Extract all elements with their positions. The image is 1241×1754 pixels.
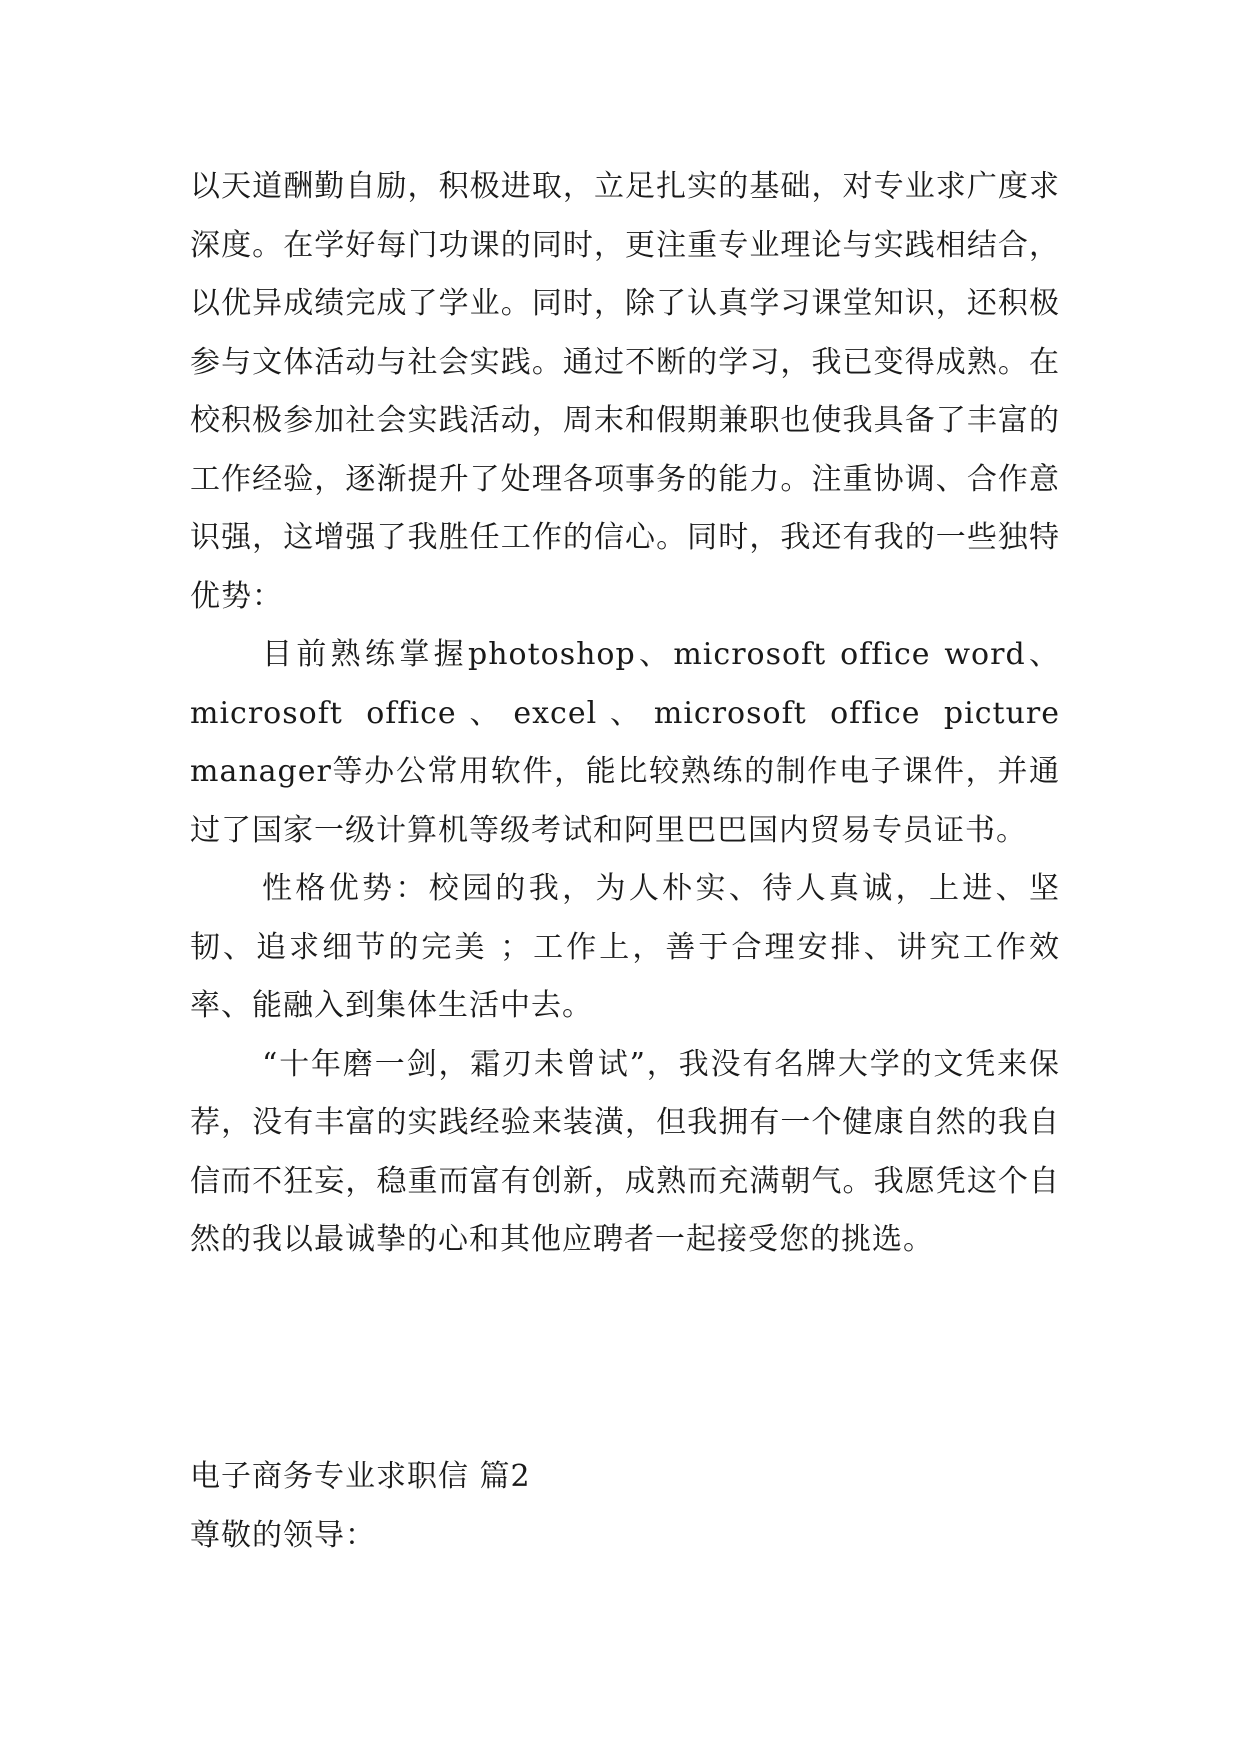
paragraph-personality: 性格优势：校园的我，为人朴实、待人真诚，上进、坚韧、追求细节的完美 ；工作上，善于合理安排、讲究工作效率、能融入到集体生活中去。 [190,871,1060,1023]
section-title: 电子商务专业求职信 篇2 [190,1459,531,1494]
letter-body [190,158,1060,1270]
paragraph-software-skills: 目前熟练掌握photoshop、microsoft office word、microsoft office、excel、microsoft office picture manager等办公常用软件，能比较熟练的制作电子课件，并通过了国家一级计算机等级考试和阿里巴巴国内贸易专员证书。 [190,637,1060,848]
paragraph-intro: 以天道酬勤自励，积极进取，立足扎实的基础，对专业求广度求深度。在学好每门功课的同时，更注重专业理论与实践相结合，以优异成绩完成了学业。同时，除了认真学习课堂知识，还积极参与文体活动与社会实践。通过不断的学习，我已变得成熟。在校积极参加社会实践活动，周末和假期兼职也使我具备了丰富的工作经验，逐渐提升了处理各项事务的能力。注重协调、合作意识强，这增强了我胜任工作的信心。同时，我还有我的一些独特优势： [190,169,1060,614]
salutation: 尊敬的领导： [190,1517,376,1553]
paragraph-closing: “十年磨一剑，霜刃未曾试”，我没有名牌大学的文凭来保荐，没有丰富的实践经验来装潢，但我拥有一个健康自然的我自信而不狂妄，稳重而富有创新，成熟而充满朝气。我愿凭这个自然的我以最诚挚的心和其他应聘者一起接受您的挑选。 [190,1046,1060,1257]
next-section [190,1448,1060,1565]
